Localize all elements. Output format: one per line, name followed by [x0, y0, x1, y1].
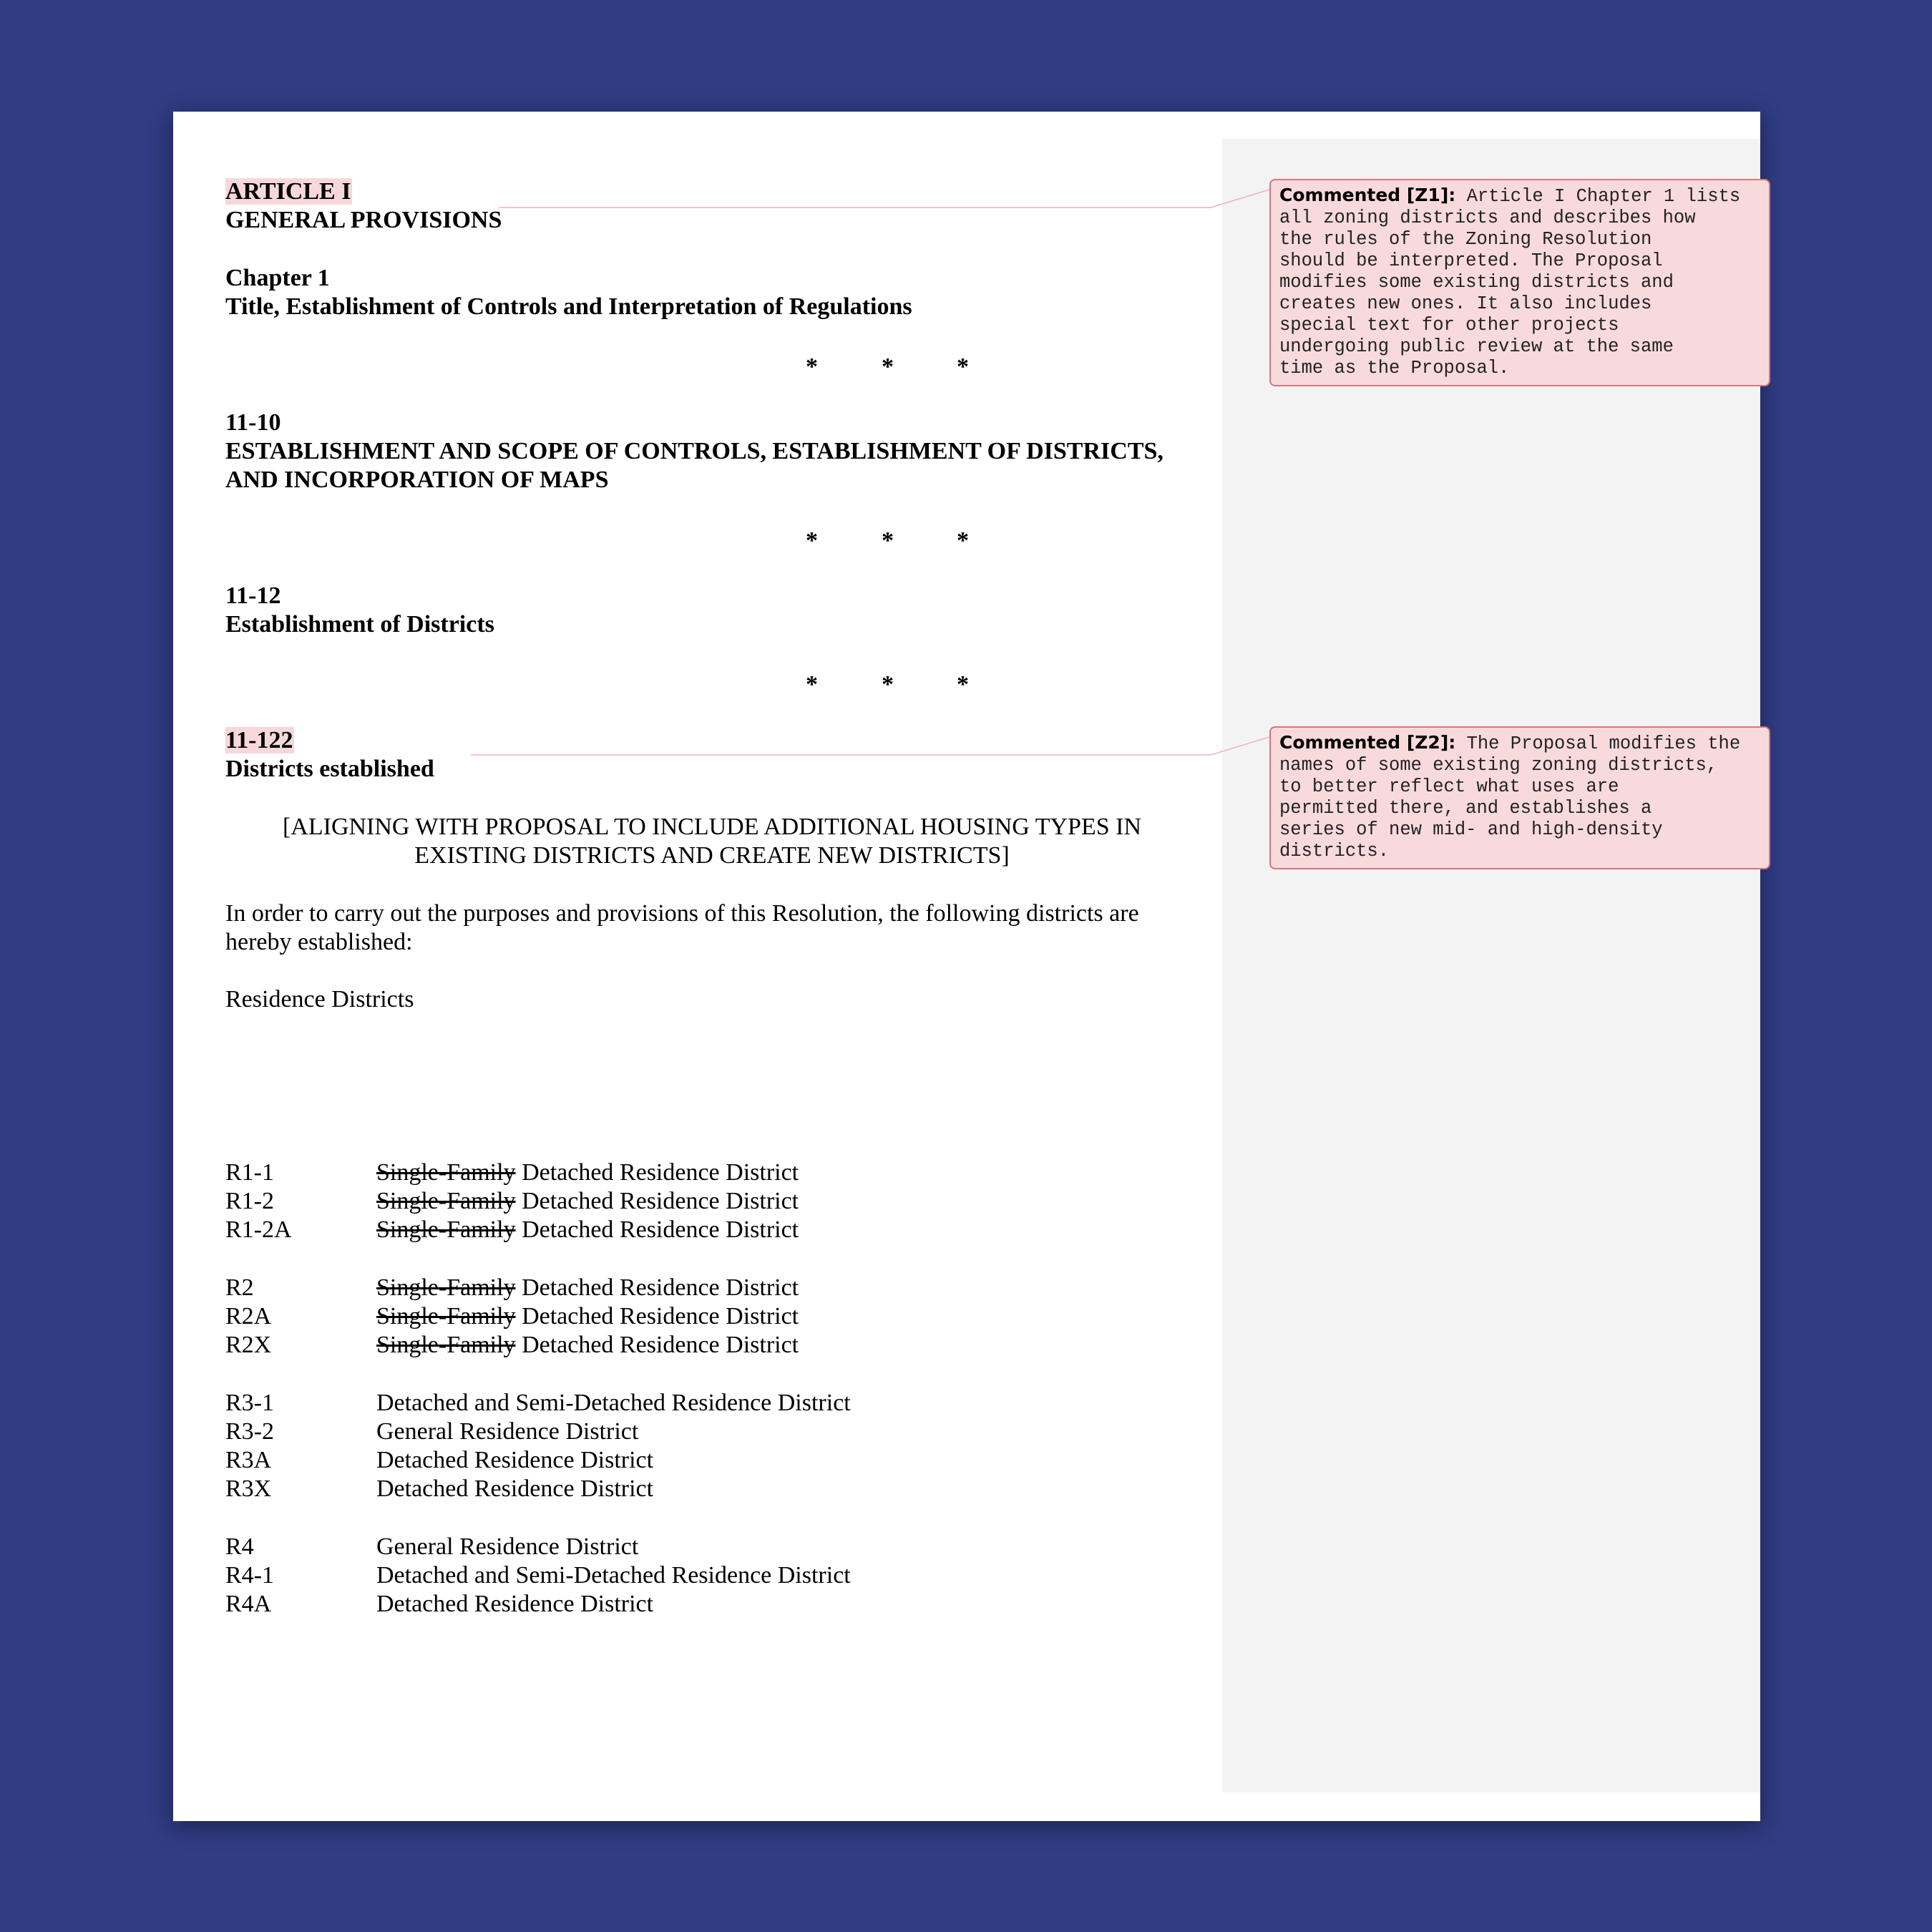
comment-text-line: the rules of the Zoning Resolution [1279, 229, 1652, 250]
district-description [376, 1331, 799, 1360]
section-number-11-12: 11-12 [225, 582, 281, 609]
district-code: R2X [225, 1332, 272, 1358]
comment-text-line: undergoing public review at the same [1279, 336, 1674, 357]
commented-text-11-122[interactable]: 11-122 [225, 727, 293, 753]
district-code: R3-1 [225, 1390, 274, 1416]
document-page [173, 112, 1760, 1821]
comment-text-line: names of some existing zoning districts, [1279, 755, 1718, 776]
section-title-11-122: Districts established [225, 756, 434, 782]
comment-text-line: Article I Chapter 1 lists [1466, 186, 1741, 207]
comment-label: Commented [Z2]: [1279, 732, 1456, 753]
section-separator [225, 353, 1213, 381]
comment-text [1279, 208, 1760, 379]
deleted-text: Single-Family [376, 1216, 516, 1243]
separator-star: * [957, 527, 969, 554]
section-title-11-12: Establishment of Districts [225, 611, 494, 638]
comment-text-line: special text for other projects [1279, 315, 1619, 336]
deleted-text: Single-Family [376, 1188, 516, 1214]
district-code: R3X [225, 1475, 272, 1502]
comment-connector-z1 [499, 190, 1269, 208]
district-description [376, 1216, 799, 1244]
district-description [376, 1418, 638, 1446]
district-description-text: Detached Residence District [376, 1447, 654, 1473]
separator-star: * [882, 527, 894, 554]
district-code: R4A [225, 1591, 272, 1617]
district-description-text: Detached and Semi-Detached Residence District [376, 1562, 851, 1589]
comment-text-line: permitted there, and establishes a [1279, 798, 1652, 819]
district-description-text: Detached Residence District [515, 1159, 799, 1186]
district-description-text: General Residence District [376, 1418, 639, 1445]
district-description [376, 1187, 799, 1216]
district-code: R2 [225, 1274, 254, 1301]
district-description-text: Detached Residence District [515, 1332, 799, 1358]
separator-star: * [806, 671, 818, 698]
deleted-text: Single-Family [376, 1332, 516, 1358]
commented-text-article[interactable]: ARTICLE I [225, 178, 351, 205]
bracket-note-line1: [ALIGNING WITH PROPOSAL TO INCLUDE ADDITIONAL HOUSING TYPES IN [282, 814, 1142, 840]
district-code: R3-2 [225, 1418, 274, 1445]
section-separator [225, 527, 1213, 555]
district-description [376, 1389, 851, 1418]
district-description-text: Detached Residence District [376, 1475, 654, 1502]
bracket-note-line2: EXISTING DISTRICTS AND CREATE NEW DISTRICTS] [414, 842, 1010, 869]
intro-paragraph-line2: hereby established: [225, 929, 413, 955]
section-number-11-122 [225, 726, 294, 755]
section-title-11-10-line2: AND INCORPORATION OF MAPS [225, 467, 609, 493]
district-code: R1-1 [225, 1159, 274, 1186]
separator-star: * [957, 353, 969, 380]
district-description-text: Detached Residence District [515, 1274, 799, 1301]
deleted-text: Single-Family [376, 1303, 516, 1330]
section-number-11-10: 11-10 [225, 409, 281, 436]
comment-margin-pane [1222, 139, 1760, 1792]
district-description [376, 1561, 851, 1590]
separator-star: * [806, 527, 818, 554]
district-description-text: Detached Residence District [515, 1216, 799, 1243]
district-description [376, 1590, 653, 1619]
comment-text-line: creates new ones. It also includes [1279, 293, 1652, 314]
district-description-text: General Residence District [376, 1533, 639, 1560]
article-heading [225, 177, 352, 206]
comment-text-line: The Proposal modifies the [1466, 733, 1741, 754]
district-description-text: Detached Residence District [515, 1188, 799, 1214]
section-separator [225, 670, 1213, 699]
district-code: R1-2A [225, 1216, 292, 1243]
district-description [376, 1533, 638, 1561]
comment-text-line: series of new mid- and high-density [1279, 819, 1663, 840]
comment-z2[interactable] [1269, 726, 1770, 869]
district-code: R3A [225, 1447, 272, 1473]
separator-star: * [882, 353, 894, 380]
district-description-text: Detached and Semi-Detached Residence District [376, 1390, 851, 1416]
district-description [376, 1274, 799, 1302]
intro-paragraph-line1: In order to carry out the purposes and provisions of this Resolution, the following districts are [225, 900, 1139, 927]
district-code: R4 [225, 1533, 254, 1560]
residence-districts-heading: Residence Districts [225, 986, 414, 1013]
separator-star: * [806, 353, 818, 380]
district-description [376, 1302, 799, 1331]
chapter-heading: Chapter 1 [225, 265, 330, 291]
comment-label: Commented [Z1]: [1279, 185, 1456, 205]
separator-star: * [957, 671, 969, 698]
comment-text [1279, 755, 1760, 862]
comment-z1[interactable] [1269, 179, 1770, 386]
comment-text-line: should be interpreted. The Proposal [1279, 250, 1663, 271]
comment-connector-z2 [471, 737, 1269, 755]
article-title: GENERAL PROVISIONS [225, 207, 502, 233]
district-description [376, 1446, 653, 1475]
deleted-text: Single-Family [376, 1274, 516, 1301]
comment-text-line: districts. [1279, 841, 1390, 862]
district-description-text: Detached Residence District [376, 1591, 654, 1617]
chapter-title: Title, Establishment of Controls and Interpretation of Regulations [225, 293, 912, 320]
district-code: R2A [225, 1303, 272, 1330]
comment-text-line: all zoning districts and describes how [1279, 208, 1696, 228]
section-title-11-10-line1: ESTABLISHMENT AND SCOPE OF CONTROLS, ESTABLISHMENT OF DISTRICTS, [225, 438, 1163, 464]
comment-text-line: modifies some existing districts and [1279, 272, 1674, 293]
district-code: R1-2 [225, 1188, 274, 1214]
district-description-text: Detached Residence District [515, 1303, 799, 1330]
separator-star: * [882, 671, 894, 698]
comment-text-line: to better reflect what uses are [1279, 776, 1619, 797]
district-description [376, 1475, 653, 1503]
comment-text-line: time as the Proposal. [1279, 358, 1510, 379]
deleted-text: Single-Family [376, 1159, 516, 1186]
district-description [376, 1158, 799, 1187]
district-code: R4-1 [225, 1562, 274, 1589]
